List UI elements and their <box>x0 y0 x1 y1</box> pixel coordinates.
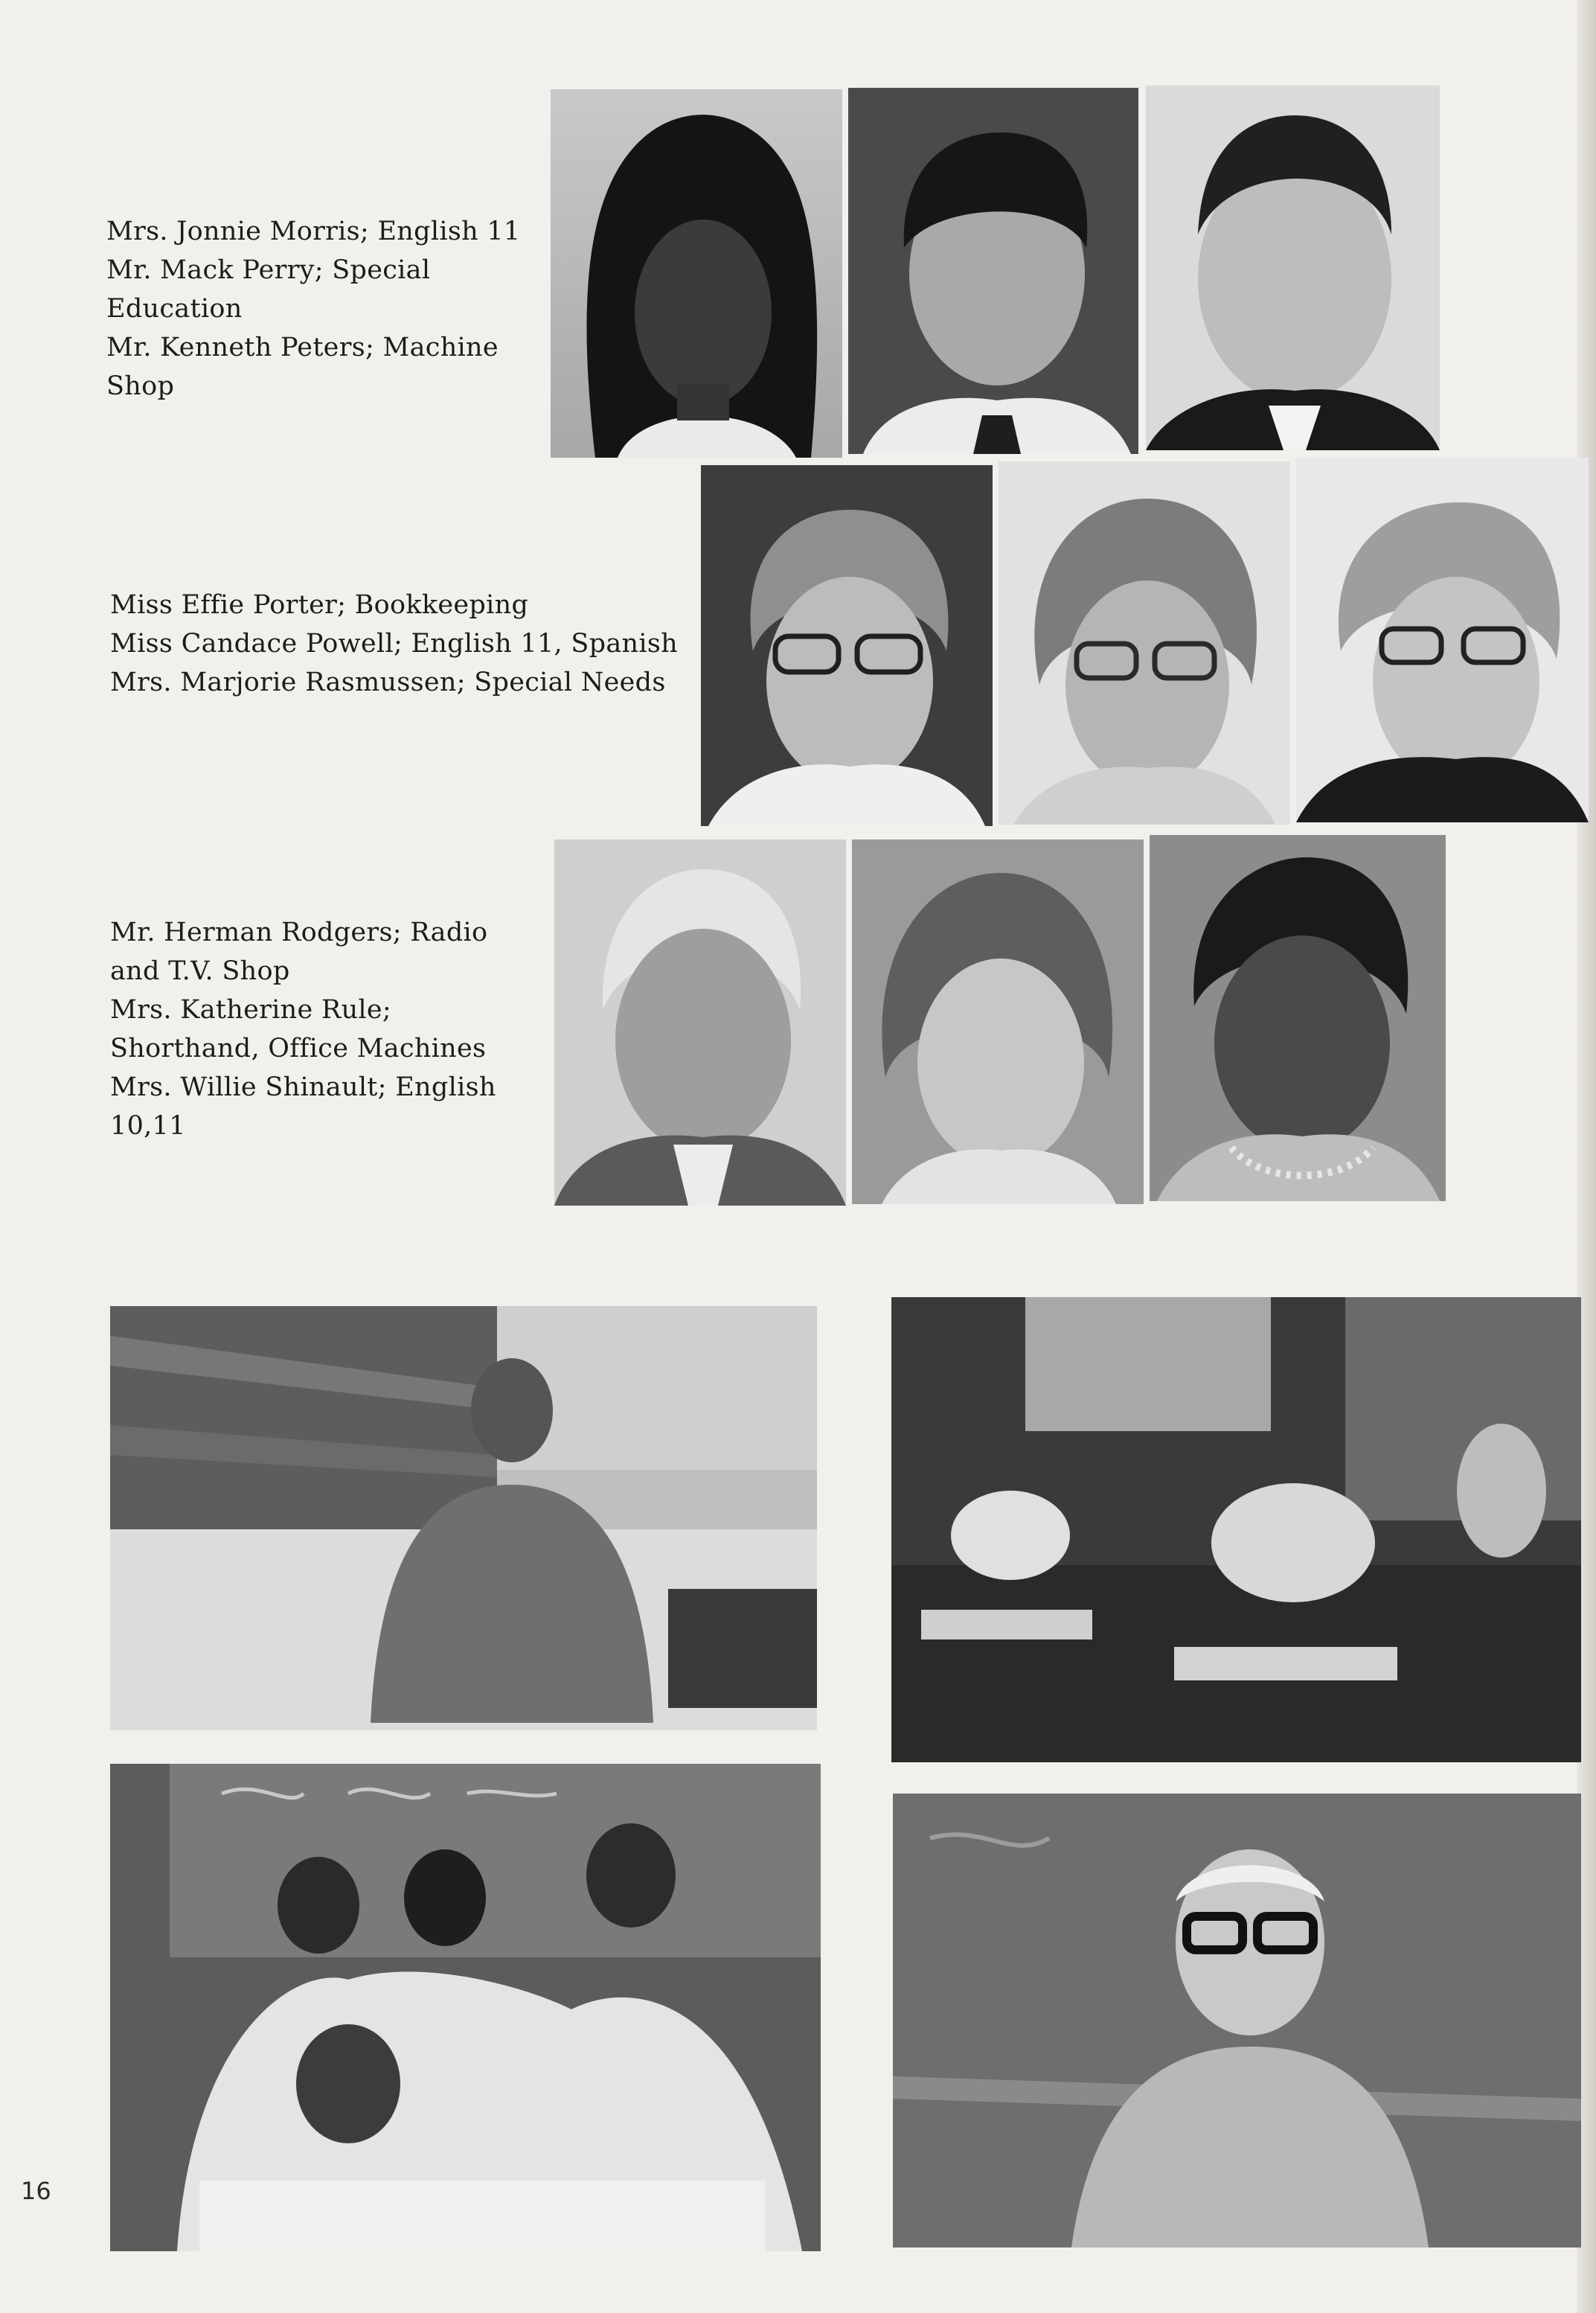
photo-classroom-students <box>891 1297 1581 1762</box>
caption-rule-cont: Shorthand, Office Machines <box>110 1034 487 1063</box>
caption-block-row-2 <box>110 586 705 702</box>
photo-assembly-speaker <box>110 1306 817 1730</box>
caption-shinault: Mrs. Willie Shinault; English <box>110 1072 496 1102</box>
caption-morris: Mrs. Jonnie Morris; English 11 <box>106 217 521 246</box>
portrait-peters <box>1146 86 1440 450</box>
caption-rule: Mrs. Katherine Rule; <box>110 995 392 1025</box>
photo-group-at-chalkboard <box>110 1764 821 2251</box>
portrait-rodgers <box>554 839 846 1206</box>
portrait-porter <box>701 465 993 826</box>
page-number: 16 <box>21 2177 51 2205</box>
portrait-morris <box>551 89 842 458</box>
portrait-rasmussen <box>1296 458 1589 822</box>
caption-rodgers-cont: and T.V. Shop <box>110 956 290 986</box>
caption-peters-cont: Shop <box>106 371 175 401</box>
portrait-shinault <box>1150 835 1446 1201</box>
portrait-powell <box>999 461 1290 825</box>
portrait-rule <box>852 839 1144 1204</box>
caption-block-row-1 <box>106 212 553 406</box>
caption-rodgers: Mr. Herman Rodgers; Radio <box>110 918 488 947</box>
caption-rasmussen: Mrs. Marjorie Rasmussen; Special Needs <box>110 668 666 697</box>
caption-powell: Miss Candace Powell; English 11, Spanish <box>110 629 678 659</box>
photo-teacher-at-blackboard <box>893 1794 1581 2248</box>
caption-porter: Miss Effie Porter; Bookkeeping <box>110 590 529 620</box>
caption-peters: Mr. Kenneth Peters; Machine <box>106 333 499 362</box>
caption-block-row-3 <box>110 913 557 1145</box>
caption-perry: Mr. Mack Perry; Special <box>106 255 431 285</box>
caption-perry-cont: Education <box>106 294 243 324</box>
portrait-perry <box>848 88 1138 454</box>
caption-shinault-cont: 10,11 <box>110 1111 186 1141</box>
